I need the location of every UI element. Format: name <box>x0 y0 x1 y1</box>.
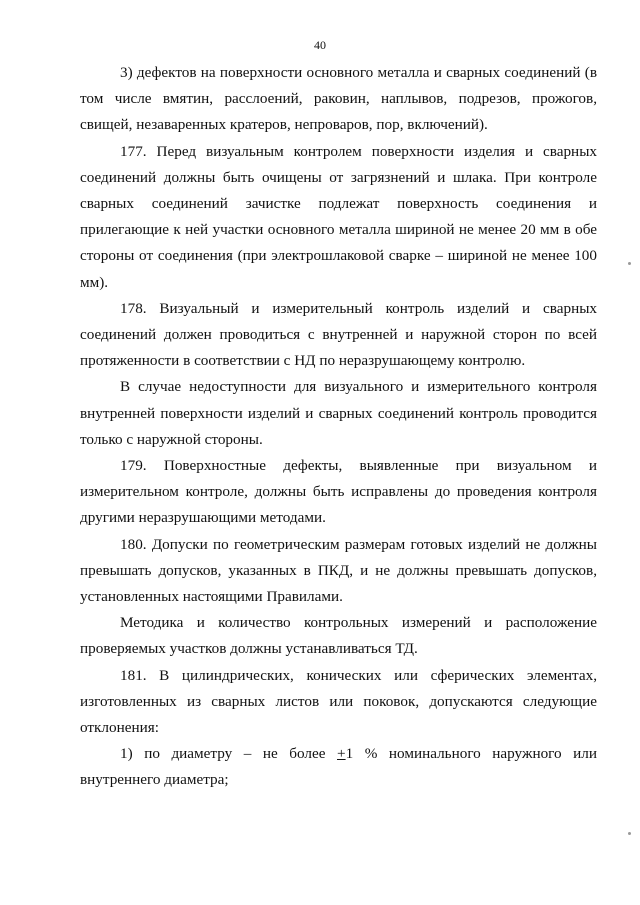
paragraph-178: 178. Визуальный и измерительный контроль изделий и сварных соединений должен проводиться с внутренней и наружной сторон по всей протяженности в соответствии с НД по неразрушающему контролю. <box>80 299 597 370</box>
paragraph-inaccessible-control: В случае недоступности для визуального и измерительного контроля внутренней поверхности изделий и сварных соединений контроль проводится только с наружной стороны. <box>80 378 597 448</box>
diameter-text-before: 1) по диаметру – не более <box>120 745 338 763</box>
paragraph-defects-list: 3) дефектов на поверхности основного металла и сварных соединений (в том числе вмятин, расслоений, раковин, наплывов, подрезов, прожогов, свищей, незаваренных кратеров, непроваров, пор, включений). <box>80 64 597 134</box>
page-number: 40 <box>314 38 326 52</box>
paragraph-methodology: Методика и количество контрольных измерений и расположение проверяемых участков должны устанавливаться ТД. <box>80 614 597 658</box>
paragraph-181: 181. В цилиндрических, конических или сферических элементах, изготовленных из сварных листов или поковок, допускаются следующие отклонения: <box>80 666 597 737</box>
paragraph-diameter-tolerance <box>80 741 597 793</box>
paragraph-180: 180. Допуски по геометрическим размерам готовых изделий не должны превышать допусков, указанных в ПКД, и не должны превышать допусков, установленных настоящими Правилами. <box>80 535 597 606</box>
scan-speck <box>628 262 631 265</box>
plus-minus-sign: + <box>337 745 346 763</box>
paragraph-179: 179. Поверхностные дефекты, выявленные при визуальном и измерительном контроле, должны быть исправлены до проведения контроля другими неразрушающими методами. <box>80 457 597 527</box>
paragraph-177: 177. Перед визуальным контролем поверхности изделия и сварных соединений должны быть очищены от загрязнений и шлака. При контроле сварных соединений зачистке подлежат поверхность соединения и прилегающие к ней участки основного металла шириной не менее 20 мм в обе стороны от соединения (при электрошлаковой сварке – шириной не менее 100 мм). <box>80 142 597 291</box>
scan-speck <box>628 832 631 835</box>
document-body <box>80 60 597 794</box>
diameter-text-after: 1 % номинального наружного или внутреннего диаметра; <box>80 745 597 789</box>
